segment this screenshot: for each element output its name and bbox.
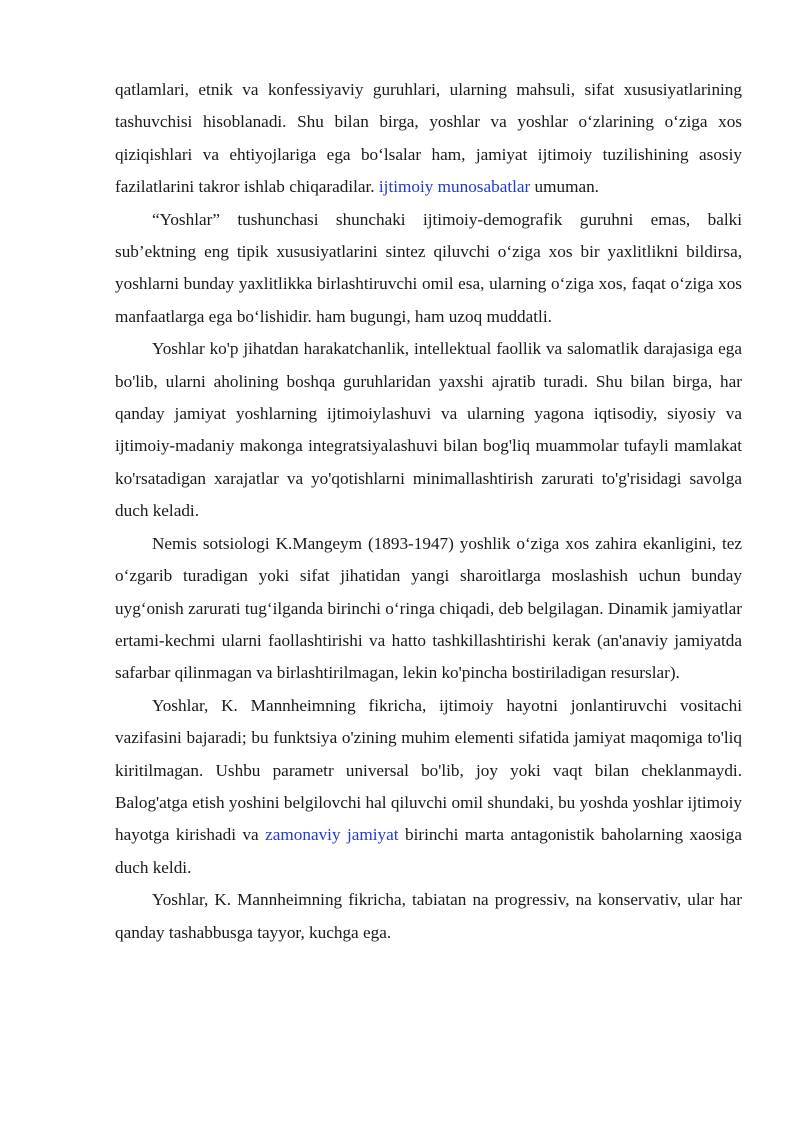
text-segment: umuman. xyxy=(530,177,599,197)
text-segment: Yoshlar, K. Mannheimning fikricha, tabiatan na progressiv, na konservativ, ular har qanday tashabbusga tayyor, kuchga ega. xyxy=(115,890,742,942)
paragraph-3 xyxy=(115,333,742,527)
paragraph-4 xyxy=(115,528,742,690)
paragraph-6 xyxy=(115,884,742,949)
text-segment: Yoshlar ko'p jihatdan harakatchanlik, intellektual faollik va salomatlik darajasiga ega bo'lib, ularni aholining boshqa guruhlaridan yaxshi ajratib turadi. Shu bilan birga, har qanday jamiyat yoshlarning ijtimoiylashuvi va ularning yagona iqtisodiy, siyosiy va ijtimoiy-madaniy makonga integratsiyalashuvi bilan bog'liq muammolar tufayli mamlakat ko'rsatadigan xarajatlar va yo'qotishlarni minimallashtirish zarurati to'g'risidagi savolga duch keladi. xyxy=(115,339,742,521)
text-segment: qatlamlari, etnik va konfessiyaviy guruhlari, ularning mahsuli, sifat xususiyatlarining tashuvchisi hisoblanadi. Shu bilan birga, yoshlar va yoshlar o‘zlarining o‘ziga xos qiziqishlari va ehtiyojlariga ega bo‘lsalar ham, jamiyat ijtimoiy tuzilishining asosiy fazilatlarini takror ishlab chiqaradilar. xyxy=(115,80,742,197)
paragraph-1 xyxy=(115,74,742,204)
text-segment: birinchi marta antagonistik baholarning xaosiga duch keldi. xyxy=(115,825,742,877)
document-page xyxy=(115,74,742,949)
paragraph-5 xyxy=(115,690,742,884)
text-segment: Nemis sotsiologi K.Mangeym (1893-1947) yoshlik o‘ziga xos zahira ekanligini, tez o‘zgarib turadigan yoki sifat jihatidan yangi sharoitlarga moslashish uchun bunday uyg‘onish zarurati tug‘ilganda birinchi o‘ringa chiqadi, deb belgilagan. Dinamik jamiyatlar ertami-kechmi ularni faollashtirishi va hatto tashkillashtirishi kerak (an'anaviy jamiyatda safarbar qilinmagan va birlashtirilmagan, lekin ko'pincha bostiriladigan resurslar). xyxy=(115,533,742,683)
link-zamonaviy-jamiyat[interactable]: zamonaviy jamiyat xyxy=(265,825,399,845)
text-segment: “Yoshlar” tushunchasi shunchaki ijtimoiy-demografik guruhni emas, balki sub’ektning eng tipik xususiyatlarini sintez qiluvchi o‘ziga xos bir yaxlitlikni bildirsa, yoshlarni bunday yaxlitlikka birlashtiruvchi omil esa, ularning o‘ziga xos, faqat o‘ziga xos manfaatlarga ega bo‘lishidir. ham bugungi, ham uzoq muddatli. xyxy=(115,209,742,326)
link-ijtimoiy-munosabatlar[interactable]: ijtimoiy munosabatlar xyxy=(378,177,531,197)
paragraph-2 xyxy=(115,204,742,334)
text-segment: Yoshlar, K. Mannheimning fikricha, ijtimoiy hayotni jonlantiruvchi vositachi vazifasini bajaradi; bu funktsiya o'zining muhim elementi sifatida jamiyat maqomiga to'liq kiritilmagan. Ushbu parametr universal bo'lib, joy yoki vaqt bilan cheklanmaydi. Balog'atga etish yoshini belgilovchi hal qiluvchi omil shundaki, bu yoshda yoshlar ijtimoiy hayotga kirishadi va xyxy=(115,695,742,845)
